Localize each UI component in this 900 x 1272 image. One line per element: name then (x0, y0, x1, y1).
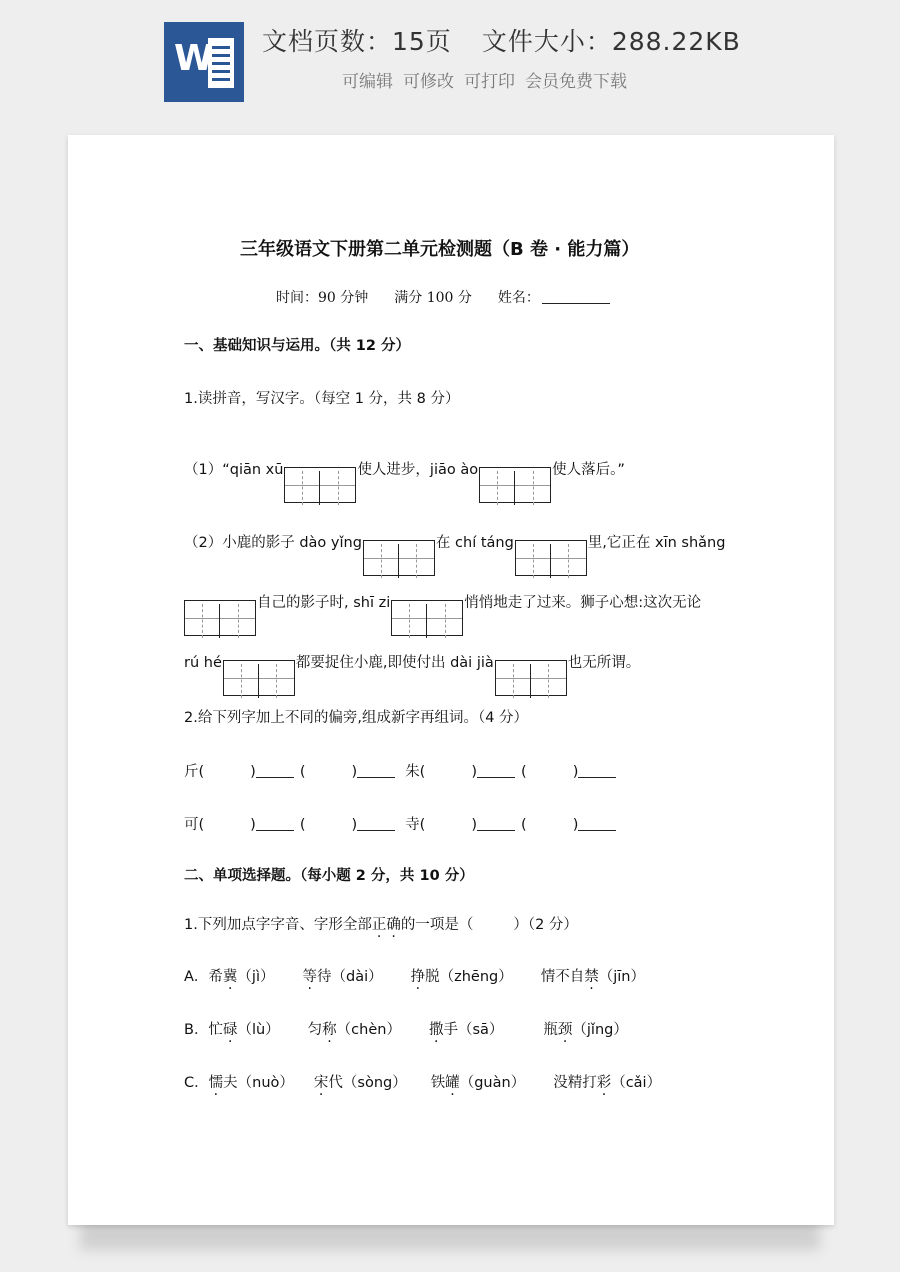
answer-blank[interactable] (477, 777, 515, 778)
answer-blank[interactable] (256, 830, 294, 831)
section-2-heading: 二、单项选择题。（每小题 2 分，共 10 分） (184, 868, 474, 884)
question-2: 2.给下列字加上不同的偏旁,组成新字再组词。（4 分） (184, 710, 529, 726)
exam-text: （1）“qiān xū (184, 462, 284, 478)
answer-blank[interactable] (578, 830, 616, 831)
char-cell[interactable] (259, 664, 294, 698)
char-cell[interactable] (224, 664, 259, 698)
pinyin-line-4 (184, 630, 641, 671)
exam-text: 冀 (222, 969, 238, 985)
exam-text: （jīn） (598, 969, 645, 985)
exam-text: ( (521, 817, 527, 833)
exam-text: 等 (302, 969, 317, 985)
exam-text: （sā） (457, 1022, 504, 1038)
exam-text: 称 (322, 1022, 337, 1038)
exam-score: 满分 100 分 (394, 290, 472, 306)
exam-text: 正 (371, 917, 387, 933)
question-1: 1.读拼音，写汉字。（每空 1 分，共 8 分） (184, 391, 460, 407)
exam-text: （nuò） (237, 1075, 294, 1091)
exam-text: rú hé (184, 655, 222, 671)
pinyin-line-2 (184, 510, 726, 551)
exam-text: （dài） (331, 969, 383, 985)
exam-text: 朱( (405, 764, 426, 780)
exam-text: 使人进步，jiāo ào (357, 462, 479, 478)
exam-text: B． (184, 1022, 209, 1038)
exam-text: （lù） (237, 1022, 280, 1038)
exam-text: 可( (184, 817, 205, 833)
exam-text: ( (299, 764, 306, 780)
exam-text: ) (572, 764, 579, 780)
exam-text: 铁 (430, 1075, 446, 1091)
name-blank[interactable] (542, 303, 610, 304)
option-b (184, 1018, 628, 1039)
char-grid[interactable] (223, 660, 295, 696)
file-info-header (0, 0, 900, 120)
exam-text: ) (250, 817, 256, 833)
feature-member-download: 会员免费下载 (525, 72, 627, 92)
word-document-icon: W (164, 22, 244, 102)
radical-row-1 (184, 760, 616, 781)
exam-text: A． (184, 969, 209, 985)
exam-text: 颈 (557, 1022, 573, 1038)
exam-text: 挣 (410, 969, 426, 985)
exam-text: 手 (443, 1022, 458, 1038)
exam-text: ) (572, 817, 579, 833)
feature-printable: 可打印 (464, 72, 515, 92)
exam-text: （zhēng） (439, 969, 513, 985)
exam-text: 代 (328, 1075, 343, 1091)
char-grid[interactable] (479, 467, 551, 503)
char-cell[interactable] (496, 664, 531, 698)
char-cell[interactable] (320, 471, 355, 505)
exam-text: 使人落后。” (552, 462, 625, 478)
exam-text: （guàn） (459, 1075, 526, 1091)
option-a (184, 965, 645, 986)
exam-text: ) (471, 764, 478, 780)
exam-text: 夫 (223, 1075, 238, 1091)
exam-text: 在 chí táng (435, 535, 514, 551)
exam-text: 瓶 (543, 1022, 558, 1038)
exam-text: 的一项是（ (400, 917, 474, 933)
exam-text: 罐 (445, 1075, 460, 1091)
exam-text: ) (250, 764, 256, 780)
answer-blank[interactable] (357, 830, 395, 831)
exam-text: 禁 (584, 969, 599, 985)
exam-text: 都要捉住小鹿,即使付出 dài jià (295, 655, 494, 671)
exam-text: 匀 (307, 1022, 323, 1038)
answer-blank[interactable] (256, 777, 294, 778)
char-cell[interactable] (285, 471, 320, 505)
exam-text: 懦 (208, 1075, 224, 1091)
exam-text: （2）小鹿的影子 dào yǐng (184, 535, 362, 551)
answer-blank[interactable] (578, 777, 616, 778)
exam-text: ( (521, 764, 527, 780)
answer-blank[interactable] (477, 830, 515, 831)
exam-text: （chèn） (336, 1022, 401, 1038)
char-grid[interactable] (284, 467, 356, 503)
exam-text: C． (184, 1075, 209, 1091)
exam-text: 没精打 (553, 1075, 597, 1091)
exam-text: 斤( (184, 764, 205, 780)
exam-text: 悄悄地走了过来。狮子心想:这次无论 (464, 595, 702, 611)
char-cell[interactable] (515, 471, 550, 505)
exam-text: 确 (386, 917, 401, 933)
exam-text: （jì） (237, 969, 275, 985)
exam-text: 碌 (222, 1022, 238, 1038)
exam-text: 待 (316, 969, 332, 985)
feature-editable: 可编辑 (342, 72, 393, 92)
file-size: 文件大小：288.22KB (481, 27, 741, 56)
choice-question-1 (184, 913, 578, 934)
pinyin-line-1 (184, 437, 625, 478)
exam-text: ( (299, 817, 306, 833)
exam-text: ) (351, 764, 358, 780)
exam-text: ）（2 分） (513, 917, 578, 933)
radical-row-2 (184, 813, 616, 834)
exam-text: ) (471, 817, 478, 833)
exam-text: 希 (208, 969, 223, 985)
document-title: 三年级语文下册第二单元检测题（B 卷 · 能力篇） (240, 239, 640, 260)
exam-text: ) (351, 817, 358, 833)
exam-text: 情不自 (540, 969, 585, 985)
exam-text: （cǎi） (611, 1075, 662, 1091)
exam-text: 寺( (405, 817, 426, 833)
char-grid[interactable] (495, 660, 567, 696)
feature-modifiable: 可修改 (403, 72, 454, 92)
exam-meta (276, 287, 636, 307)
page-count: 文档页数：15页 (262, 27, 452, 56)
option-c (184, 1071, 661, 1092)
exam-text: 1.下列加点字字音、字形全部 (184, 917, 372, 933)
answer-blank[interactable] (357, 777, 395, 778)
exam-text: （sòng） (342, 1075, 407, 1091)
exam-text: （jǐng） (572, 1022, 628, 1038)
exam-text: 也无所谓。 (567, 655, 641, 671)
exam-text: 脱 (425, 969, 440, 985)
exam-time: 时间：90 分钟 (276, 290, 369, 306)
document-page[interactable] (68, 135, 834, 1225)
exam-text: 里,它正在 xīn shǎng (587, 535, 726, 551)
file-stats (262, 22, 741, 58)
exam-text: 宋 (313, 1075, 329, 1091)
section-1-heading: 一、基础知识与运用。（共 12 分） (184, 338, 411, 354)
name-label: 姓名： (497, 290, 540, 306)
exam-text: 撒 (428, 1022, 444, 1038)
char-cell[interactable] (480, 471, 515, 505)
pinyin-line-3 (184, 570, 702, 611)
exam-text: 忙 (208, 1022, 223, 1038)
char-cell[interactable] (531, 664, 566, 698)
exam-text: 自己的影子时, shī zi (257, 595, 391, 611)
exam-text: 彩 (596, 1075, 612, 1091)
feature-list (342, 67, 627, 92)
